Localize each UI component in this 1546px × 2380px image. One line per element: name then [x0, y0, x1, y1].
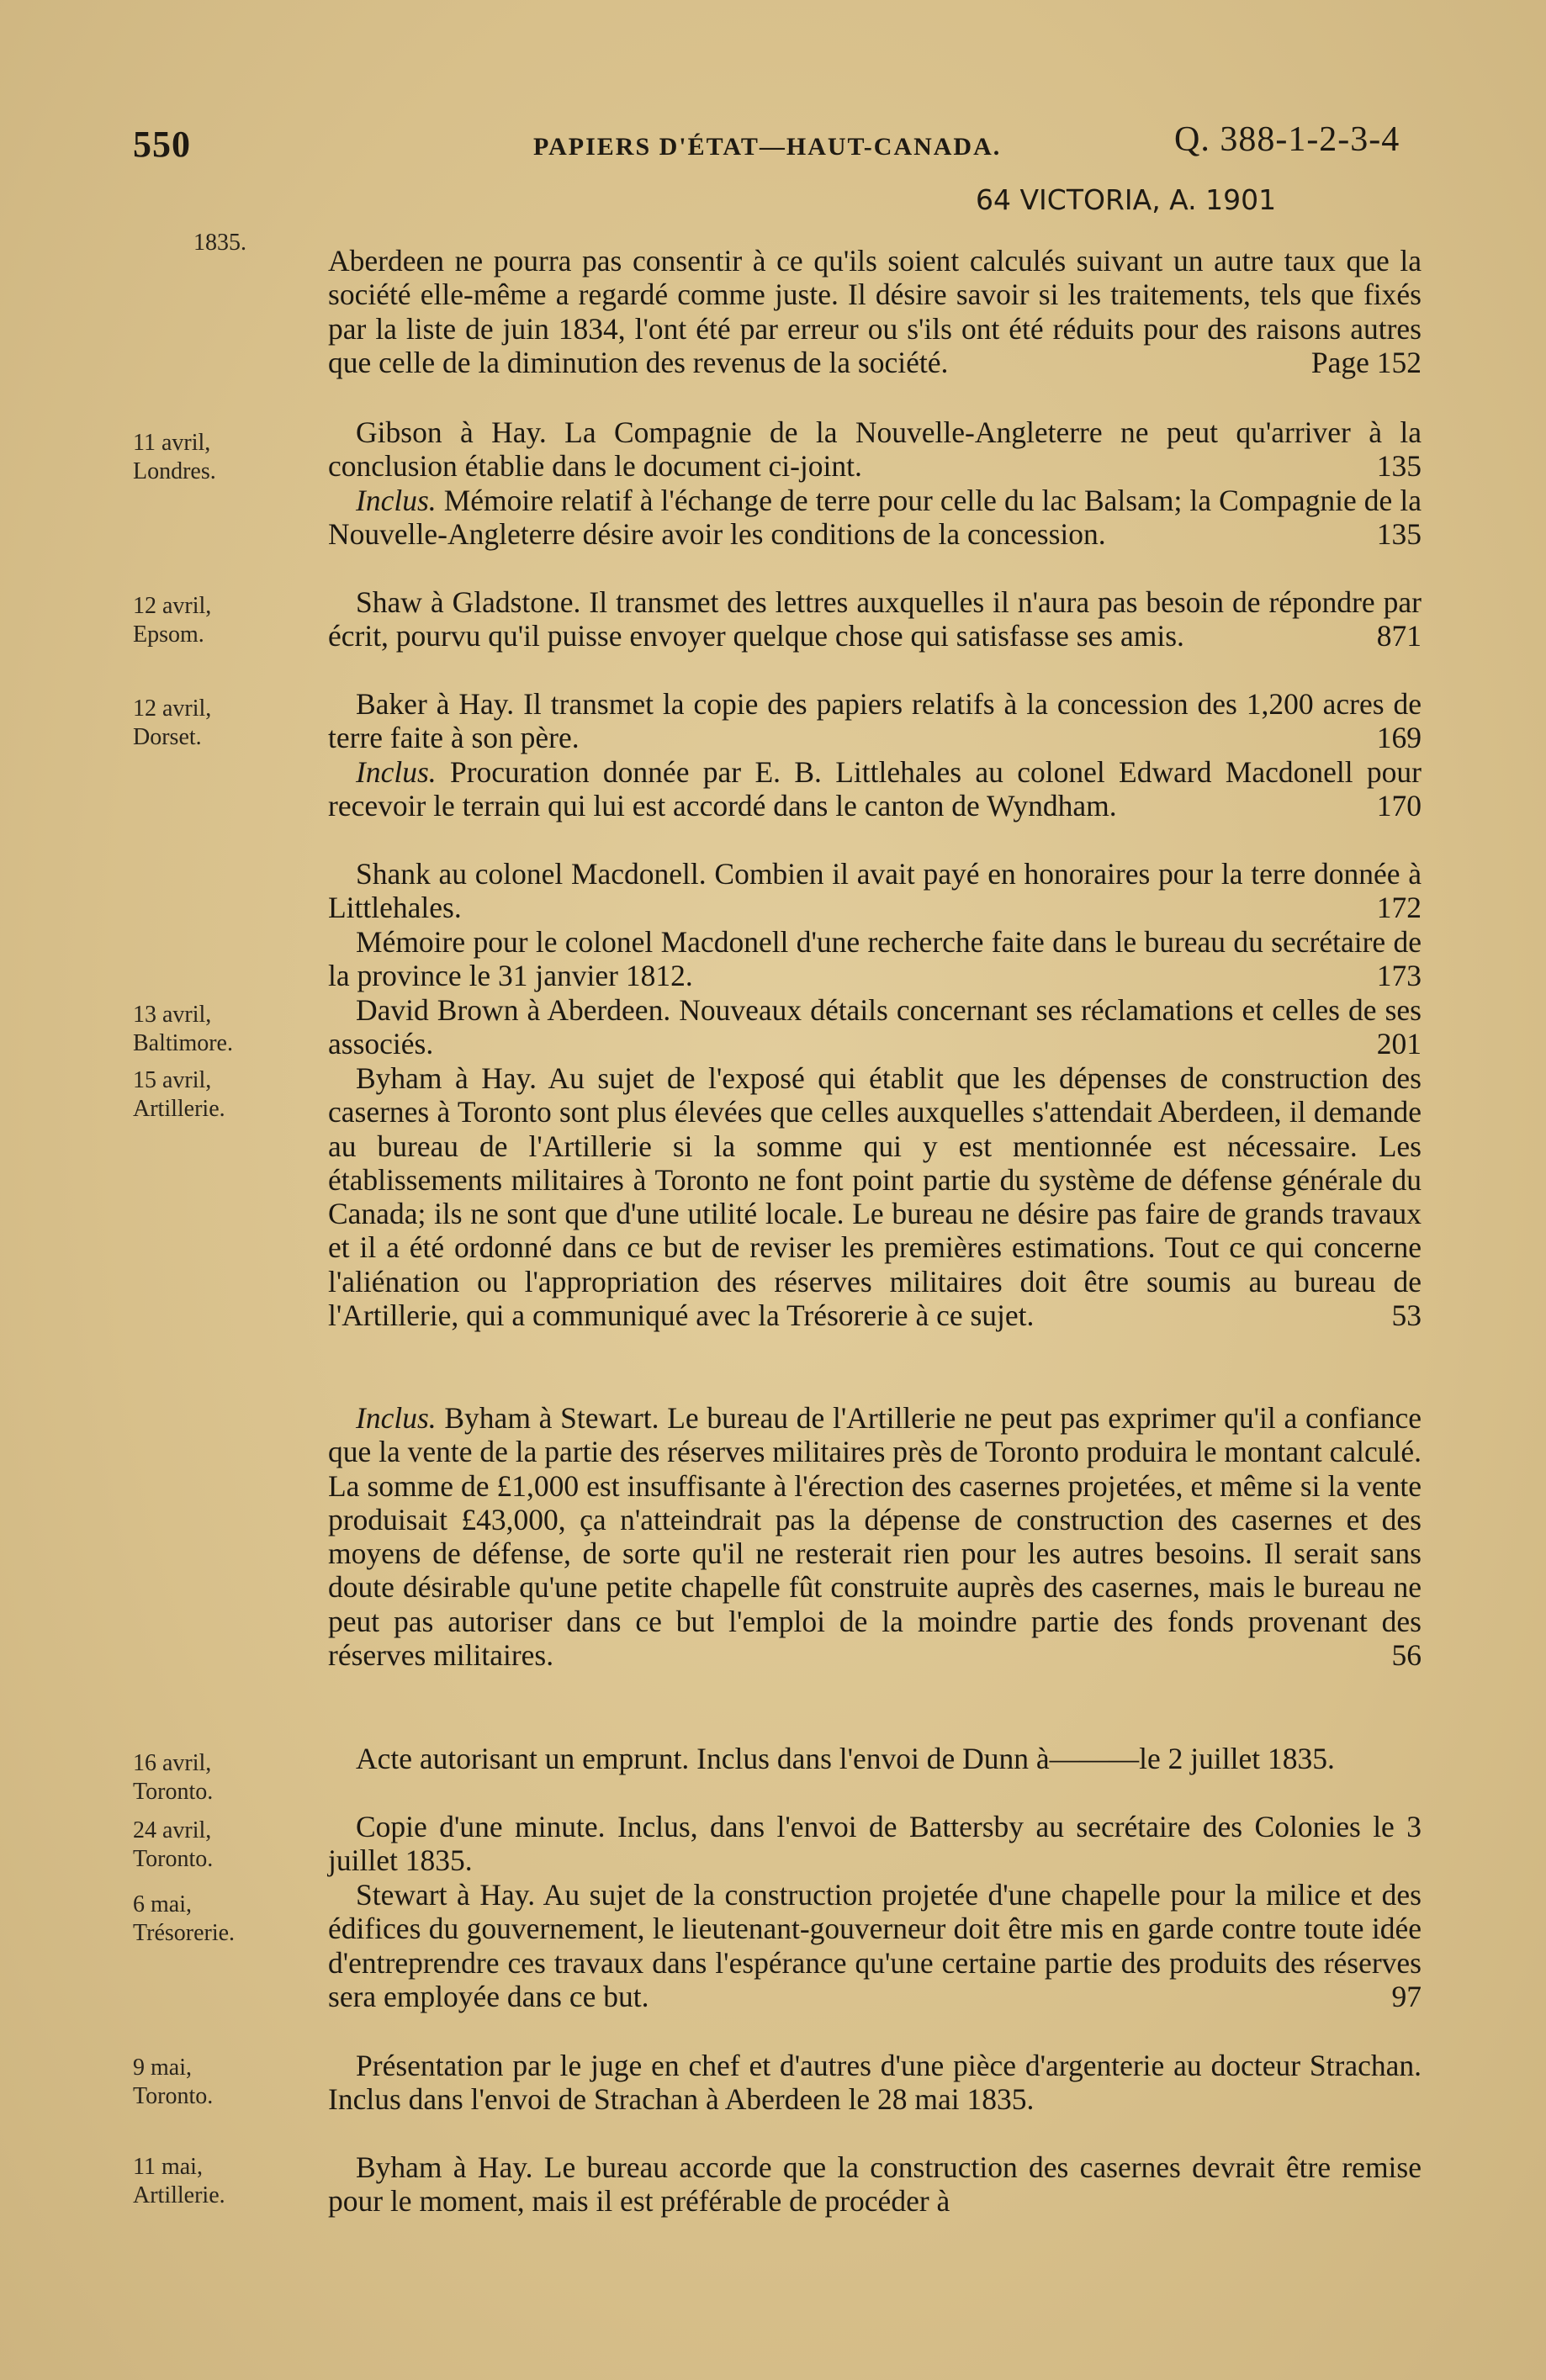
margin-place: Epsom.	[133, 621, 204, 648]
entry	[328, 687, 1422, 755]
entry-text: David Brown à Aberdeen. Nouveaux détails concernant ses réclamations et celles de ses associés.	[328, 993, 1422, 1061]
margin-note	[133, 592, 301, 649]
margin-date: 12 avril,	[133, 593, 212, 619]
entry-text: Procuration donnée par E. B. Littlehales au colonel Edward Macdonell pour recevoir le terrain qui lui est accordé dans le canton de Wyndham.	[328, 755, 1422, 823]
entry	[328, 1061, 1422, 1332]
entry-text: Stewart à Hay. Au sujet de la construction projetée d'une chapelle pour la milice et des édifices du gouvernement, le lieutenant-gouverneur doit être mis en garde contre toute idée d'entreprendre ces travaux dans l'espérance qu'une certaine partie des produits des réserves sera employée dans ce but.	[328, 1878, 1422, 2013]
margin-place: Toronto.	[133, 1846, 214, 1872]
margin-note	[133, 1891, 301, 1948]
entry-text: Baker à Hay. Il transmet la copie des papiers relatifs à la concession des 1,200 acres de terre faite à son père.	[328, 687, 1422, 755]
margin-note	[133, 2153, 301, 2210]
margin-date: 9 mai,	[133, 2055, 192, 2081]
margin-date: 11 avril,	[133, 430, 211, 456]
margin-date: 24 avril,	[133, 1817, 212, 1843]
page-number: 550	[133, 124, 191, 165]
entry	[328, 484, 1422, 552]
entry-text: Présentation par le juge en chef et d'autres d'une pièce d'argenterie au docteur Strachan. Inclus dans l'envoi de Strachan à Aberdeen le 28 mai 1835.	[328, 2049, 1422, 2117]
margin-note	[133, 1749, 301, 1806]
entry-text: Mémoire relatif à l'échange de terre pour celle du lac Balsam; la Compagnie de la Nouvelle-Angleterre désire avoir les conditions de la concession.	[328, 484, 1422, 552]
entry	[328, 244, 1422, 379]
margin-place: Artillerie.	[133, 2182, 225, 2208]
margin-note	[133, 1817, 301, 1874]
margin-date: 16 avril,	[133, 1750, 212, 1776]
series-reference: Q. 388-1-2-3-4	[1174, 120, 1400, 159]
entry-text: Byham à Stewart. Le bureau de l'Artillerie ne peut pas exprimer qu'il a confiance que la vente de la partie des réserves militaires près de Toronto produira le montant calculé. La somme de £1,000 est insuffisante à l'érection des casernes projetées, et même si la vente produisait £43,000, ça n'atteindrait pas la dépense de construction des casernes et des moyens de défense, de sorte qu'il ne resterait rien pour les autres besoins. Il serait sans doute désirable qu'une petite chapelle fût construite auprès des casernes, mais le bureau ne peut pas autoriser dans ce but l'emploi de la moindre partie des fonds provenant des réserves militaires.	[328, 1401, 1422, 1673]
entry	[328, 1742, 1422, 1775]
margin-place: Dorset.	[133, 724, 202, 750]
entry	[328, 1878, 1422, 2013]
entry-text: Byham à Hay. Au sujet de l'exposé qui établit que les dépenses de construction des casernes à Toronto sont plus élevées que celles auxquelles s'attendait Aberdeen, il demande au bureau de l'Artillerie si la somme qui y est mentionnée est nécessaire. Les établissements militaires à Toronto ne font point partie du système de défense générale du Canada; ils ne sont que d'une utilité locale. Le bureau ne désire pas faire de grands travaux et il a été ordonné dans ce but de reviser les premières estimations. Tout ce qui concerne l'aliénation ou l'appropriation des réserves militaires doit être soumis au bureau de l'Artillerie, qui a communiqué avec la Trésorerie à ce sujet.	[328, 1061, 1422, 1333]
entry-prefix: Inclus.	[356, 484, 437, 517]
margin-place: Artillerie.	[133, 1096, 225, 1122]
entry	[328, 925, 1422, 993]
entry	[328, 1810, 1422, 1878]
entry-page-ref: 97	[1391, 1979, 1422, 2013]
session-label: 64 VICTORIA, A. 1901	[976, 183, 1277, 216]
entry-page-ref: 172	[1376, 891, 1422, 925]
entry-page-ref: 135	[1376, 449, 1422, 484]
margin-place: Londres.	[133, 458, 216, 484]
entry-text: Gibson à Hay. La Compagnie de la Nouvelle-Angleterre ne peut qu'arriver à la conclusion établie dans le document ci-joint.	[328, 415, 1422, 484]
margin-place: Toronto.	[133, 2083, 214, 2109]
margin-place: Trésorerie.	[133, 1920, 236, 1946]
entry	[328, 755, 1422, 823]
entry-text: Copie d'une minute. Inclus, dans l'envoi de Battersby au secrétaire des Colonies le 3 juillet 1835.	[328, 1810, 1422, 1878]
entry-prefix: Inclus.	[356, 1401, 437, 1435]
entry-text: Aberdeen ne pourra pas consentir à ce qu'ils soient calculés suivant un autre taux que la société elle-même a regardé comme juste. Il désire savoir si les traitements, tels que fixés par la liste de juin 1834, l'ont été par erreur ou s'ils ont été réduits pour des raisons autres que celle de la diminution des revenus de la société.	[328, 244, 1422, 379]
margin-note	[133, 1066, 301, 1124]
entry-page-ref: 56	[1391, 1638, 1422, 1673]
entry-prefix: Inclus.	[356, 755, 437, 789]
entry	[328, 2150, 1422, 2219]
entry-page-ref: 201	[1376, 1027, 1422, 1061]
entry	[328, 585, 1422, 653]
margin-note	[133, 429, 301, 486]
entry-text: Shank au colonel Macdonell. Combien il avait payé en honoraires pour la terre donnée à Littlehales.	[328, 857, 1422, 925]
margin-date: 12 avril,	[133, 695, 212, 722]
margin-place: Baltimore.	[133, 1030, 233, 1056]
entry-page-ref: 53	[1391, 1298, 1422, 1333]
entry-text: Mémoire pour le colonel Macdonell d'une recherche faite dans le bureau du secrétaire de la province le 31 janvier 1812.	[328, 925, 1422, 993]
margin-note	[133, 695, 301, 752]
entry-text: Shaw à Gladstone. Il transmet des lettres auxquelles il n'aura pas besoin de répondre par écrit, pourvu qu'il puisse envoyer quelque chose qui satisfasse ses amis.	[328, 585, 1422, 653]
entry-page-ref: Page 152	[1310, 345, 1422, 379]
margin-date: 1835.	[193, 230, 246, 256]
entry	[328, 857, 1422, 925]
margin-date: 15 avril,	[133, 1067, 212, 1093]
entry-page-ref: 173	[1376, 959, 1422, 993]
margin-note	[133, 1001, 301, 1058]
margin-place: Toronto.	[133, 1779, 214, 1805]
margin-note	[133, 2054, 301, 2111]
entry-page-ref: 169	[1376, 721, 1422, 755]
entry-page-ref: 871	[1376, 619, 1422, 653]
entry-text: Acte autorisant un emprunt. Inclus dans l'envoi de Dunn à———le 2 juillet 1835.	[356, 1742, 1335, 1775]
margin-date: 6 mai,	[133, 1891, 192, 1917]
margin-date: 13 avril,	[133, 1002, 212, 1028]
entry-text: Byham à Hay. Le bureau accorde que la construction des casernes devrait être remise pour le moment, mais il est préférable de procéder à	[328, 2150, 1422, 2219]
entry	[328, 1401, 1422, 1672]
entry	[328, 2049, 1422, 2117]
entry-page-ref: 170	[1376, 789, 1422, 823]
entry-page-ref: 135	[1376, 517, 1422, 552]
entry	[328, 993, 1422, 1061]
running-title: PAPIERS D'ÉTAT—HAUT-CANADA.	[533, 133, 1002, 161]
margin-date: 11 mai,	[133, 2154, 203, 2180]
entry	[328, 415, 1422, 484]
